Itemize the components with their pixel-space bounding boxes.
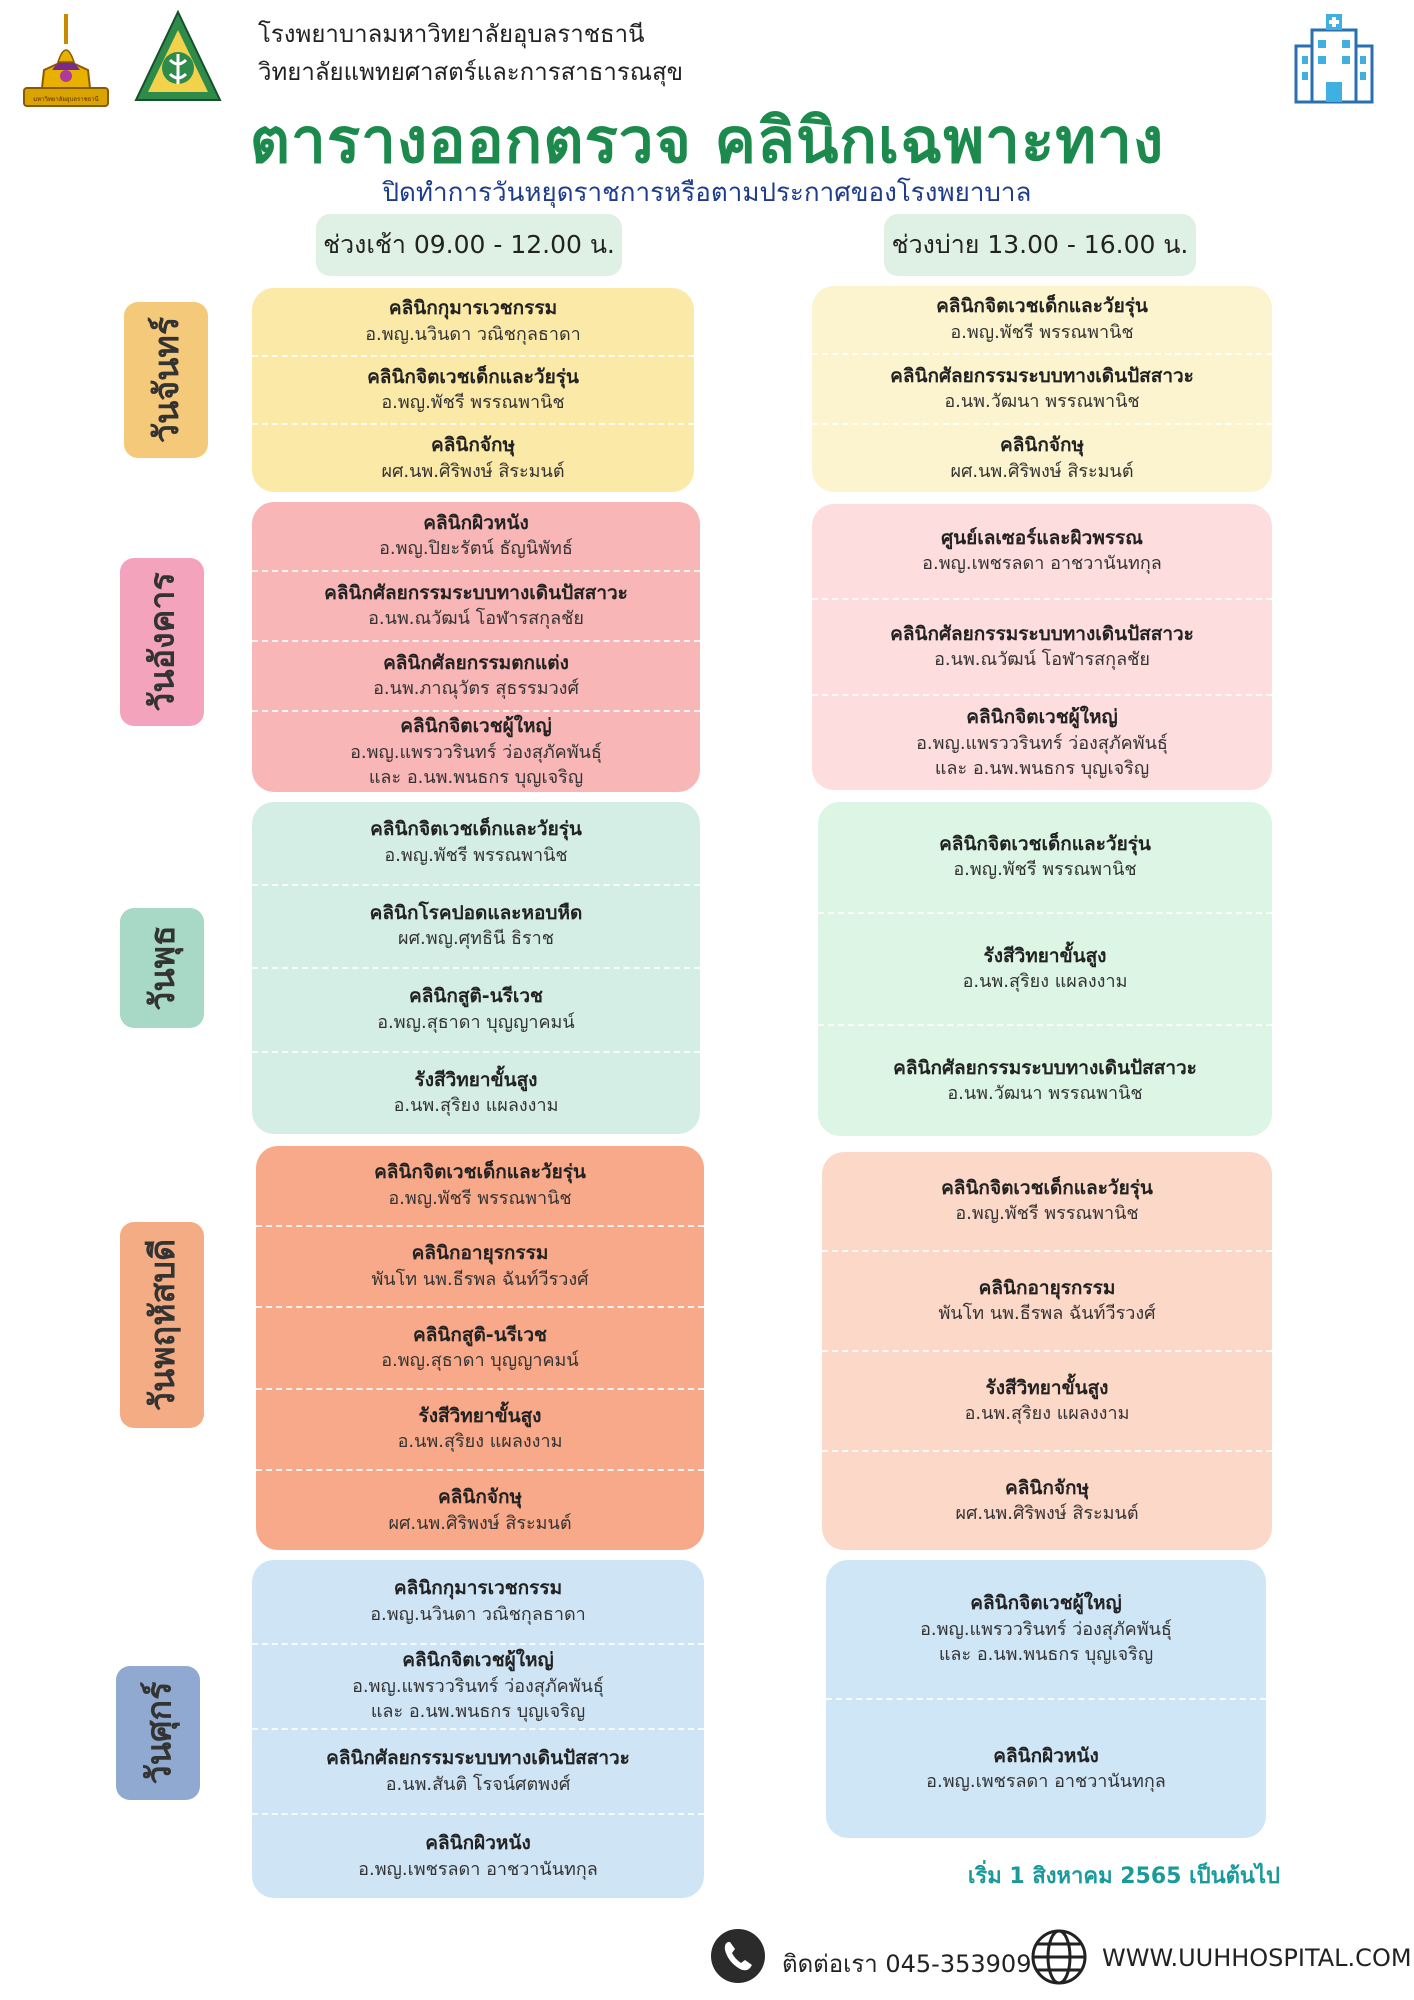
doctor-name: ผศ.นพ.ศิริพงษ์ สิระมนต์	[950, 460, 1134, 482]
clinic-name: รังสีวิทยาขั้นสูง	[418, 1404, 542, 1427]
clinic-name: คลินิกสูติ-นรีเวช	[409, 985, 543, 1008]
morning-block	[252, 502, 700, 792]
doctor-name: และ อ.นพ.พนธกร บุญเจริญ	[934, 757, 1150, 779]
clinic-slot	[252, 967, 700, 1051]
clinic-slot	[822, 1152, 1272, 1250]
clinic-name: คลินิกสูติ-นรีเวช	[413, 1323, 547, 1346]
clinic-slot	[256, 1146, 704, 1225]
doctor-name: อ.พญ.แพรววรินทร์ ว่องสุภัคพันธุ์	[920, 1618, 1172, 1640]
clinic-slot	[252, 288, 694, 355]
doctor-name: อ.พญ.นวินดา วณิชกุลธาดา	[370, 1603, 586, 1625]
doctor-name: อ.พญ.เพชรลดา อาชวานันทกุล	[922, 553, 1162, 575]
afternoon-block	[812, 286, 1272, 492]
clinic-slot	[252, 710, 700, 792]
doctor-name: อ.พญ.เพชรลดา อาชวานันทกุล	[926, 1771, 1166, 1793]
globe-icon	[1030, 1928, 1088, 1986]
clinic-slot	[826, 1560, 1266, 1698]
clinic-slot	[818, 912, 1272, 1024]
clinic-slot	[812, 286, 1272, 353]
clinic-name: คลินิกจักษุ	[999, 433, 1084, 456]
doctor-name: อ.พญ.นวินดา วณิชกุลธาดา	[365, 323, 581, 345]
clinic-name: คลินิกจิตเวชเด็กและวัยรุ่น	[367, 365, 579, 388]
college-name: วิทยาลัยแพทยศาสตร์และการสาธารณสุข	[258, 58, 684, 86]
doctor-name: ผศ.นพ.ศิริพงษ์ สิระมนต์	[955, 1503, 1139, 1525]
clinic-name: รังสีวิทยาขั้นสูง	[414, 1068, 538, 1091]
clinic-slot	[256, 1388, 704, 1469]
page-subtitle: ปิดทำการวันหยุดราชการหรือตามประกาศของโรงพยาบาล	[382, 178, 1032, 208]
doctor-name: อ.พญ.พัชรี พรรณพานิช	[955, 1203, 1139, 1225]
doctor-name: อ.นพ.ณวัฒน์ โอฬารสกุลชัย	[368, 608, 584, 630]
clinic-slot	[252, 1728, 704, 1813]
clinic-slot	[252, 640, 700, 710]
clinic-slot	[812, 353, 1272, 422]
hospital-building-icon	[1290, 12, 1378, 104]
doctor-name: อ.พญ.ปิยะรัตน์ ธัญนิพัทธ์	[379, 538, 573, 560]
doctor-name: อ.พญ.พัชรี พรรณพานิช	[388, 1187, 572, 1209]
clinic-name: คลินิกศัลยกรรมระบบทางเดินปัสสาวะ	[890, 364, 1194, 387]
clinic-slot	[826, 1698, 1266, 1838]
clinic-slot	[252, 1813, 704, 1898]
doctor-name: พันโท นพ.ธีรพล ฉันท์วีรวงศ์	[938, 1303, 1156, 1325]
clinic-slot	[256, 1469, 704, 1550]
doctor-name: อ.พญ.พัชรี พรรณพานิช	[384, 844, 568, 866]
doctor-name: ผศ.นพ.ศิริพงษ์ สิระมนต์	[388, 1512, 572, 1534]
hospital-name: โรงพยาบาลมหาวิทยาลัยอุบลราชธานี	[258, 20, 645, 48]
clinic-name: คลินิกกุมารเวชกรรม	[388, 296, 558, 319]
clinic-name: คลินิกโรคปอดและหอบหืด	[369, 901, 583, 924]
morning-block	[252, 1560, 704, 1898]
clinic-name: คลินิกจิตเวชเด็กและวัยรุ่น	[941, 1176, 1153, 1199]
doctor-name: อ.นพ.สุริยง แผลงงาม	[397, 1431, 563, 1453]
clinic-slot	[256, 1225, 704, 1306]
morning-block	[256, 1146, 704, 1550]
doctor-name: อ.พญ.พัชรี พรรณพานิช	[950, 321, 1134, 343]
day-label: วันพฤหัสบดี	[143, 1238, 184, 1412]
clinic-slot	[818, 1024, 1272, 1136]
clinic-name: คลินิกจิตเวชเด็กและวัยรุ่น	[939, 832, 1151, 855]
doctor-name: อ.พญ.แพรววรินทร์ ว่องสุภัคพันธุ์	[916, 732, 1168, 754]
clinic-name: คลินิกศัลยกรรมระบบทางเดินปัสสาวะ	[890, 622, 1194, 645]
morning-block	[252, 802, 700, 1134]
doctor-name: อ.พญ.แพรววรินทร์ ว่องสุภัคพันธุ์	[350, 741, 602, 763]
clinic-slot	[812, 598, 1272, 694]
clinic-name: คลินิกจิตเวชผู้ใหญ่	[966, 705, 1118, 728]
day-label: วันอังคาร	[143, 572, 184, 712]
clinic-name: คลินิกศัลยกรรมระบบทางเดินปัสสาวะ	[326, 1747, 630, 1770]
afternoon-block	[822, 1152, 1272, 1550]
clinic-slot	[252, 570, 700, 640]
doctor-name: และ อ.นพ.พนธกร บุญเจริญ	[368, 766, 584, 788]
doctor-name: อ.พญ.แพรววรินทร์ ว่องสุภัคพันธุ์	[352, 1676, 604, 1698]
college-logo	[132, 8, 224, 104]
clinic-name: คลินิกจิตเวชผู้ใหญ่	[400, 715, 552, 737]
day-tab	[124, 302, 208, 458]
clinic-slot	[252, 502, 700, 570]
afternoon-block	[812, 504, 1272, 790]
clinic-name: คลินิกอายุรกรรม	[411, 1242, 549, 1265]
doctor-name: อ.นพ.วัฒนา พรรณพานิช	[947, 1083, 1143, 1105]
clinic-slot	[818, 802, 1272, 912]
clinic-name: คลินิกจักษุ	[1004, 1476, 1089, 1499]
doctor-name: อ.นพ.สุริยง แผลงงาม	[964, 1403, 1130, 1425]
day-label: วันพุธ	[143, 925, 183, 1011]
clinic-name: คลินิกกุมารเวชกรรม	[393, 1577, 563, 1600]
doctor-name: อ.นพ.วัฒนา พรรณพานิช	[944, 391, 1140, 413]
doctor-name: อ.พญ.พัชรี พรรณพานิช	[953, 859, 1137, 881]
clinic-name: คลินิกผิวหนัง	[423, 511, 529, 534]
clinic-name: คลินิกจิตเวชเด็กและวัยรุ่น	[370, 818, 582, 841]
clinic-name: คลินิกศัลยกรรมตกแต่ง	[383, 651, 569, 674]
clinic-slot	[252, 884, 700, 968]
day-label: วันศุกร์	[139, 1681, 180, 1785]
clinic-name: คลินิกศัลยกรรมระบบทางเดินปัสสาวะ	[324, 581, 628, 604]
doctor-name: อ.นพ.สุริยง แผลงงาม	[962, 971, 1128, 993]
day-tab	[120, 558, 204, 726]
clinic-name: คลินิกศัลยกรรมระบบทางเดินปัสสาวะ	[893, 1056, 1197, 1079]
afternoon-period-label: ช่วงบ่าย 13.00 - 16.00 น.	[884, 214, 1196, 276]
clinic-slot	[812, 423, 1272, 492]
clinic-slot	[252, 802, 700, 884]
clinic-name: คลินิกจิตเวชผู้ใหญ่	[970, 1591, 1122, 1614]
doctor-name: อ.พญ.สุธาดา บุญญาคมน์	[377, 1011, 575, 1033]
doctor-name: อ.พญ.พัชรี พรรณพานิช	[381, 392, 565, 414]
clinic-name: คลินิกผิวหนัง	[425, 1832, 531, 1855]
clinic-name: คลินิกอายุรกรรม	[978, 1276, 1116, 1299]
day-tab	[120, 908, 204, 1028]
clinic-slot	[252, 1051, 700, 1135]
clinic-slot	[822, 1450, 1272, 1550]
day-label: วันจันทร์	[147, 316, 188, 444]
clinic-slot	[812, 504, 1272, 598]
clinic-slot	[252, 1643, 704, 1728]
doctor-name: และ อ.นพ.พนธกร บุญเจริญ	[938, 1643, 1154, 1665]
doctor-name: ผศ.พญ.ศุทธินี ธิราช	[398, 928, 554, 950]
clinic-name: คลินิกจิตเวชเด็กและวัยรุ่น	[936, 295, 1148, 318]
doctor-name: อ.พญ.สุธาดา บุญญาคมน์	[381, 1350, 579, 1372]
clinic-name: คลินิกผิวหนัง	[993, 1744, 1099, 1767]
page-title: ตารางออกตรวจ คลินิกเฉพาะทาง	[249, 104, 1165, 177]
morning-block	[252, 288, 694, 492]
clinic-slot	[252, 1560, 704, 1643]
contact-phone: ติดต่อเรา 045-353909	[782, 1950, 1032, 1978]
doctor-name: อ.นพ.ภาณุวัตร สุธรรมวงศ์	[373, 678, 579, 700]
doctor-name: อ.นพ.ณวัฒน์ โอฬารสกุลชัย	[934, 649, 1150, 671]
clinic-name: รังสีวิทยาขั้นสูง	[985, 1376, 1109, 1399]
clinic-name: คลินิกจักษุ	[430, 434, 515, 457]
phone-icon	[710, 1928, 766, 1984]
clinic-slot	[812, 694, 1272, 790]
doctor-name: อ.พญ.เพชรลดา อาชวานันทกุล	[358, 1858, 598, 1880]
doctor-name: พันโท นพ.ธีรพล ฉันท์วีรวงศ์	[371, 1269, 589, 1291]
website-link[interactable]: WWW.UUHHOSPITAL.COM	[1102, 1944, 1412, 1972]
doctor-name: และ อ.นพ.พนธกร บุญเจริญ	[370, 1701, 586, 1723]
clinic-slot	[252, 423, 694, 492]
clinic-name: คลินิกจักษุ	[437, 1486, 522, 1508]
svg-text:มหาวิทยาลัยอุบลราชธานี: มหาวิทยาลัยอุบลราชธานี	[33, 96, 99, 103]
clinic-name: รังสีวิทยาขั้นสูง	[983, 944, 1107, 967]
day-tab	[116, 1666, 200, 1800]
clinic-slot	[256, 1306, 704, 1387]
clinic-name: คลินิกจิตเวชเด็กและวัยรุ่น	[374, 1161, 586, 1184]
clinic-slot	[252, 355, 694, 424]
afternoon-block	[826, 1560, 1266, 1838]
day-tab	[120, 1222, 204, 1428]
clinic-name: ศูนย์เลเซอร์และผิวพรรณ	[941, 526, 1143, 549]
clinic-slot	[822, 1350, 1272, 1450]
start-date-note: เริ่ม 1 สิงหาคม 2565 เป็นต้นไป	[967, 1864, 1280, 1889]
doctor-name: ผศ.นพ.ศิริพงษ์ สิระมนต์	[381, 460, 565, 482]
doctor-name: อ.นพ.สุริยง แผลงงาม	[393, 1095, 559, 1117]
clinic-name: คลินิกจิตเวชผู้ใหญ่	[402, 1649, 554, 1672]
doctor-name: อ.นพ.สันติ โรจน์ศตพงศ์	[385, 1773, 571, 1795]
clinic-slot	[822, 1250, 1272, 1350]
morning-period-label: ช่วงเช้า 09.00 - 12.00 น.	[316, 214, 622, 276]
afternoon-block	[818, 802, 1272, 1136]
